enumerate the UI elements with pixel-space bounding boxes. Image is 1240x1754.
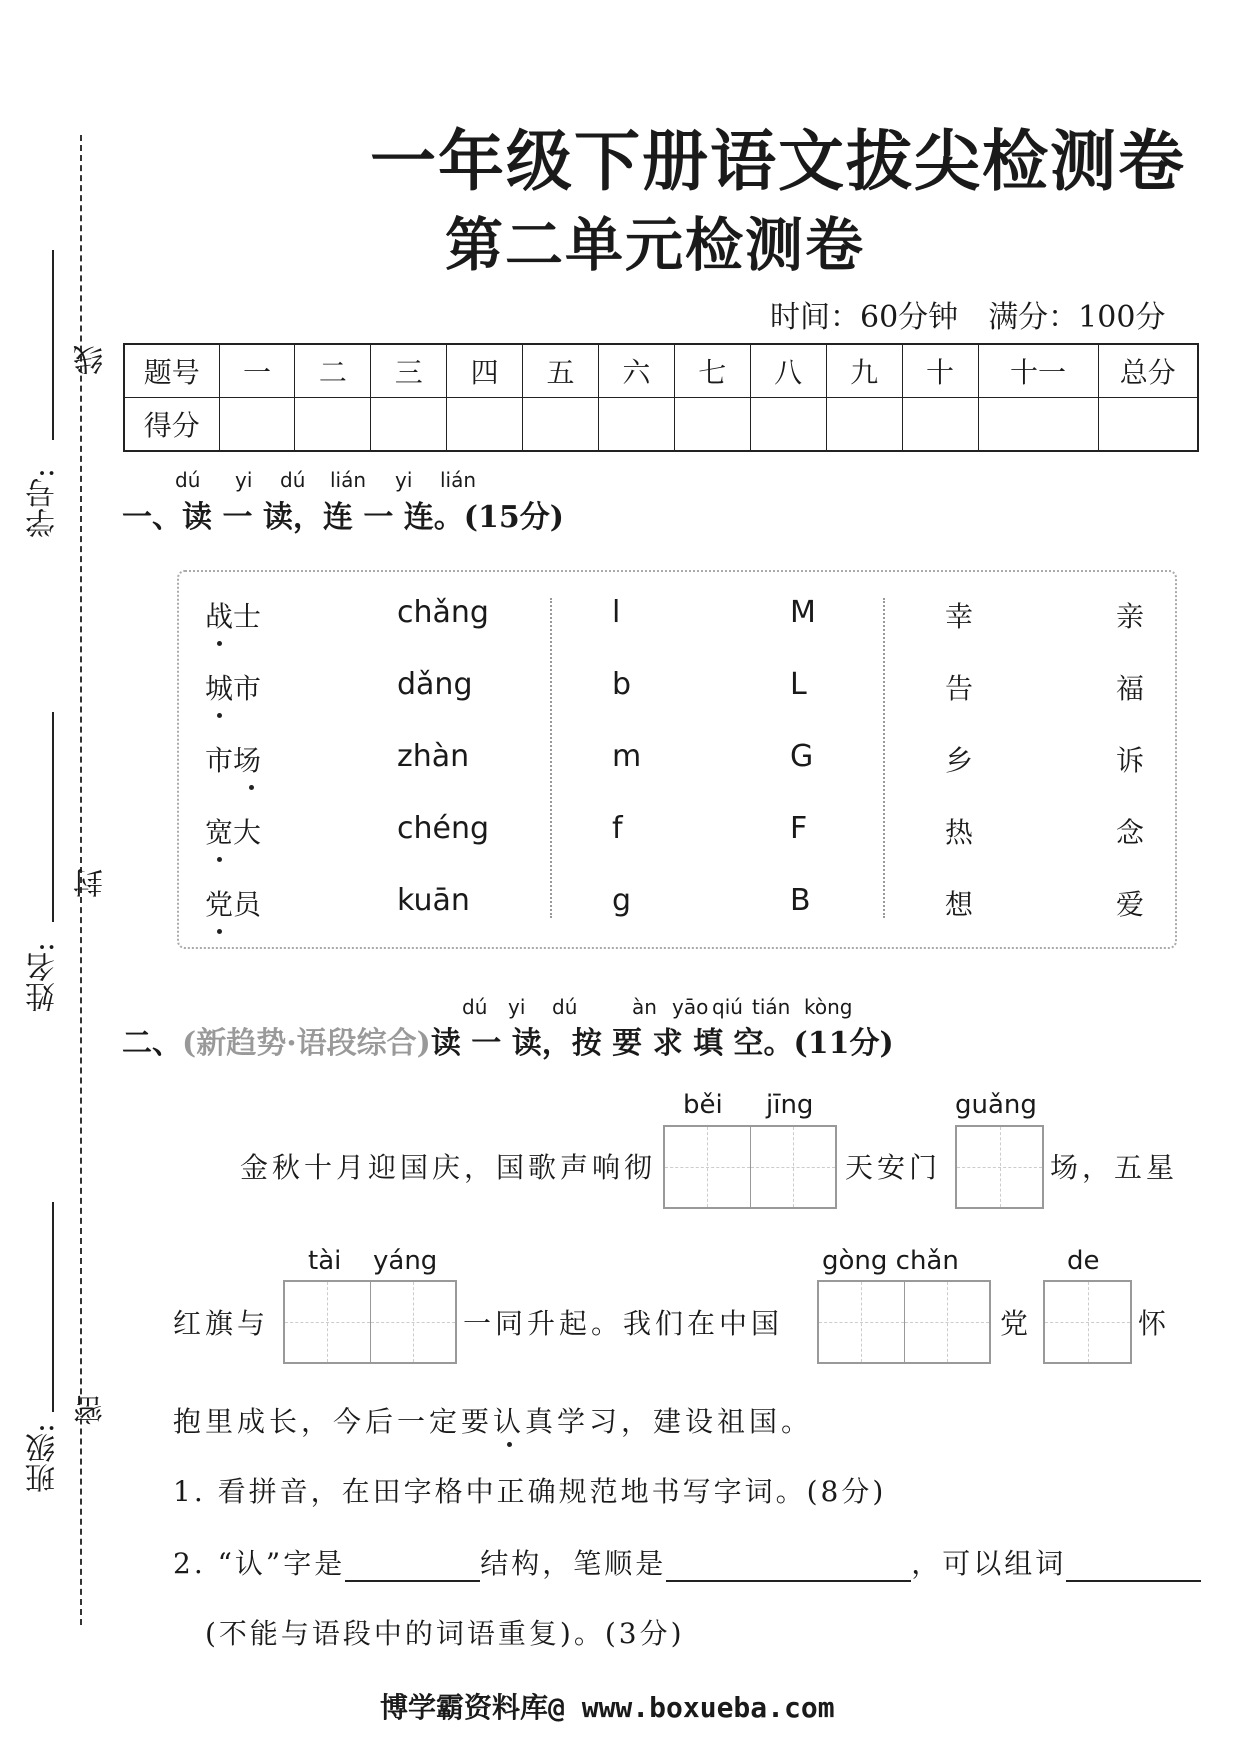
score-cell[interactable] [826, 398, 902, 452]
score-table-col: 二 [295, 344, 371, 398]
score-cell[interactable] [1098, 398, 1198, 452]
score-table-col: 四 [447, 344, 523, 398]
match-char-left[interactable]: 幸 [945, 600, 974, 633]
section1-heading: 一、读 一 读，连 一 连。(15分) [122, 500, 564, 535]
pinyin: dú [462, 995, 488, 1019]
pinyin: dú [552, 995, 578, 1019]
question-2-text: ，可以组词 [911, 1547, 1067, 1580]
match-upper-letter[interactable]: M [790, 595, 816, 630]
student-id-line [52, 250, 54, 440]
question-1: 1. 看拼音，在田字格中正确规范地书写字词。(8分) [173, 1475, 887, 1508]
match-char-right[interactable]: 亲 [1116, 600, 1145, 633]
exam-meta [770, 292, 1195, 336]
paragraph-text: 一同升起。我们在中国 [463, 1307, 784, 1340]
match-char-left[interactable]: 热 [945, 816, 974, 849]
paragraph-text: 场，五星 [1050, 1151, 1179, 1184]
pinyin: qiú [712, 995, 743, 1019]
emphasis-dot [507, 1442, 512, 1447]
match-upper-letter[interactable]: L [790, 667, 807, 702]
section2-tag: (新趋势·语段综合) [182, 1026, 431, 1061]
footer-watermark: 博学霸资料库@ www.boxueba.com [380, 1691, 835, 1724]
pinyin: tián [752, 995, 791, 1019]
match-char-left[interactable]: 乡 [945, 744, 974, 777]
match-char-right[interactable]: 诉 [1116, 744, 1145, 777]
match-word[interactable]: 市场 [205, 744, 262, 777]
score-table-row-label: 得分 [124, 398, 219, 452]
pinyin: yi [508, 995, 526, 1019]
score-table-col: 七 [674, 344, 750, 398]
tianzige-taiyang[interactable] [283, 1280, 457, 1364]
match-word[interactable]: 宽大 [205, 816, 262, 849]
pinyin: yāo [672, 995, 709, 1019]
pinyin-de: de [1067, 1246, 1100, 1276]
page-title: 一年级下册语文拔尖检测卷 [370, 122, 1186, 200]
binding-line-label: 线 [74, 345, 109, 375]
score-cell[interactable] [295, 398, 371, 452]
score-table-col: 九 [826, 344, 902, 398]
class-line [52, 1202, 54, 1412]
class-label: 班级: [26, 1423, 61, 1494]
score-table-col: 一 [219, 344, 295, 398]
exam-time: 时间：60分钟 [770, 300, 959, 335]
match-lower-letter[interactable]: g [612, 883, 632, 918]
match-pinyin[interactable]: kuān [397, 883, 470, 918]
section2-pinyin [462, 995, 852, 1019]
match-char-right[interactable]: 念 [1116, 816, 1145, 849]
exam-full-score: 满分：100分 [988, 300, 1166, 335]
pinyin: yi [395, 468, 413, 492]
emphasis-dot [217, 929, 222, 934]
pinyin-taiyang-2: yáng [373, 1246, 438, 1276]
score-table-col: 三 [371, 344, 447, 398]
matching-divider [550, 598, 552, 918]
matching-box [177, 570, 1177, 949]
pinyin: dú [175, 468, 201, 492]
match-word[interactable]: 城市 [205, 672, 262, 705]
pinyin: àn [632, 995, 657, 1019]
pinyin: yi [235, 468, 253, 492]
match-lower-letter[interactable]: f [612, 811, 623, 846]
score-cell[interactable] [371, 398, 447, 452]
match-lower-letter[interactable]: b [612, 667, 632, 702]
score-table [123, 343, 1199, 452]
section2-title: 读 一 读，按 要 求 填 空。(11分) [430, 1026, 894, 1061]
score-cell[interactable] [447, 398, 523, 452]
score-table-col: 六 [598, 344, 674, 398]
score-table-col: 十一 [978, 344, 1098, 398]
match-pinyin[interactable]: dǎng [397, 667, 473, 702]
answer-stroke-order-blank[interactable] [666, 1580, 911, 1582]
pinyin-beijing-1: běi [683, 1090, 723, 1120]
match-upper-letter[interactable]: G [790, 739, 814, 774]
pinyin-gongchan: gòng chǎn [822, 1246, 959, 1276]
student-id-label: 学号: [26, 468, 61, 539]
score-table-row-label: 题号 [124, 344, 219, 398]
score-cell[interactable] [523, 398, 599, 452]
paragraph-text: 天安门 [845, 1151, 942, 1184]
match-char-left[interactable]: 想 [945, 888, 974, 921]
match-char-left[interactable]: 告 [945, 672, 974, 705]
score-cell[interactable] [598, 398, 674, 452]
question-2-text: 结构，笔顺是 [480, 1547, 667, 1580]
tianzige-gongchan[interactable] [817, 1280, 991, 1364]
paragraph-text: 红旗与 [173, 1307, 270, 1340]
matching-divider [883, 598, 885, 918]
score-cell[interactable] [219, 398, 295, 452]
match-char-right[interactable]: 爱 [1116, 888, 1145, 921]
question-2-note: (不能与语段中的词语重复)。(3分) [205, 1617, 685, 1650]
match-char-right[interactable]: 福 [1116, 672, 1145, 705]
tianzige-beijing[interactable] [663, 1125, 837, 1209]
match-upper-letter[interactable]: B [790, 883, 811, 918]
score-cell[interactable] [750, 398, 826, 452]
pinyin: lián [440, 468, 477, 492]
answer-word-blank[interactable] [1066, 1580, 1201, 1582]
emphasis-dot [217, 713, 222, 718]
score-cell[interactable] [978, 398, 1098, 452]
pinyin-beijing-2: jīng [766, 1090, 814, 1120]
tianzige-guang[interactable] [955, 1125, 1044, 1209]
question-2 [173, 1542, 1201, 1582]
match-lower-letter[interactable]: l [612, 595, 621, 630]
tianzige-de[interactable] [1043, 1280, 1132, 1364]
pinyin-guang: guǎng [955, 1090, 1037, 1120]
question-2-text: 2. “认”字是 [173, 1547, 346, 1580]
match-word[interactable]: 党员 [205, 888, 262, 921]
emphasis-dot [249, 785, 254, 790]
score-cell[interactable] [902, 398, 978, 452]
score-table-header-row [124, 344, 1198, 398]
score-table-score-row [124, 398, 1198, 452]
pinyin: kòng [804, 995, 853, 1019]
score-table-col: 五 [523, 344, 599, 398]
score-table-col: 八 [750, 344, 826, 398]
paragraph-text: 党 [1000, 1307, 1033, 1340]
section1-pinyin [175, 468, 476, 492]
pinyin: dú [280, 468, 306, 492]
page-subtitle: 第二单元检测卷 [445, 211, 866, 279]
binding-secret-label: 密 [74, 1395, 109, 1425]
paragraph-text: 抱里成长，今后一定要认真学习，建设祖国。 [173, 1405, 814, 1438]
match-lower-letter[interactable]: m [612, 739, 642, 774]
score-table-col: 十 [902, 344, 978, 398]
pinyin: lián [330, 468, 367, 492]
emphasis-dot [217, 857, 222, 862]
answer-structure-blank[interactable] [345, 1580, 480, 1582]
match-upper-letter[interactable]: F [790, 811, 808, 846]
score-table-col: 总分 [1098, 344, 1198, 398]
paragraph-text: 金秋十月迎国庆，国歌声响彻 [240, 1151, 657, 1184]
paragraph-text: 怀 [1138, 1307, 1171, 1340]
name-label: 姓名: [26, 942, 61, 1013]
emphasis-dot [217, 641, 222, 646]
section2-heading [122, 1018, 894, 1062]
score-cell[interactable] [674, 398, 750, 452]
match-word[interactable]: 战士 [205, 600, 262, 633]
name-line [52, 712, 54, 922]
match-pinyin[interactable]: chéng [397, 811, 490, 846]
pinyin-taiyang-1: tài [308, 1246, 342, 1276]
binding-seal-label: 封 [74, 868, 109, 898]
match-pinyin[interactable]: zhàn [397, 739, 470, 774]
section2-prefix: 二、 [122, 1026, 182, 1061]
match-pinyin[interactable]: chǎng [397, 595, 489, 630]
